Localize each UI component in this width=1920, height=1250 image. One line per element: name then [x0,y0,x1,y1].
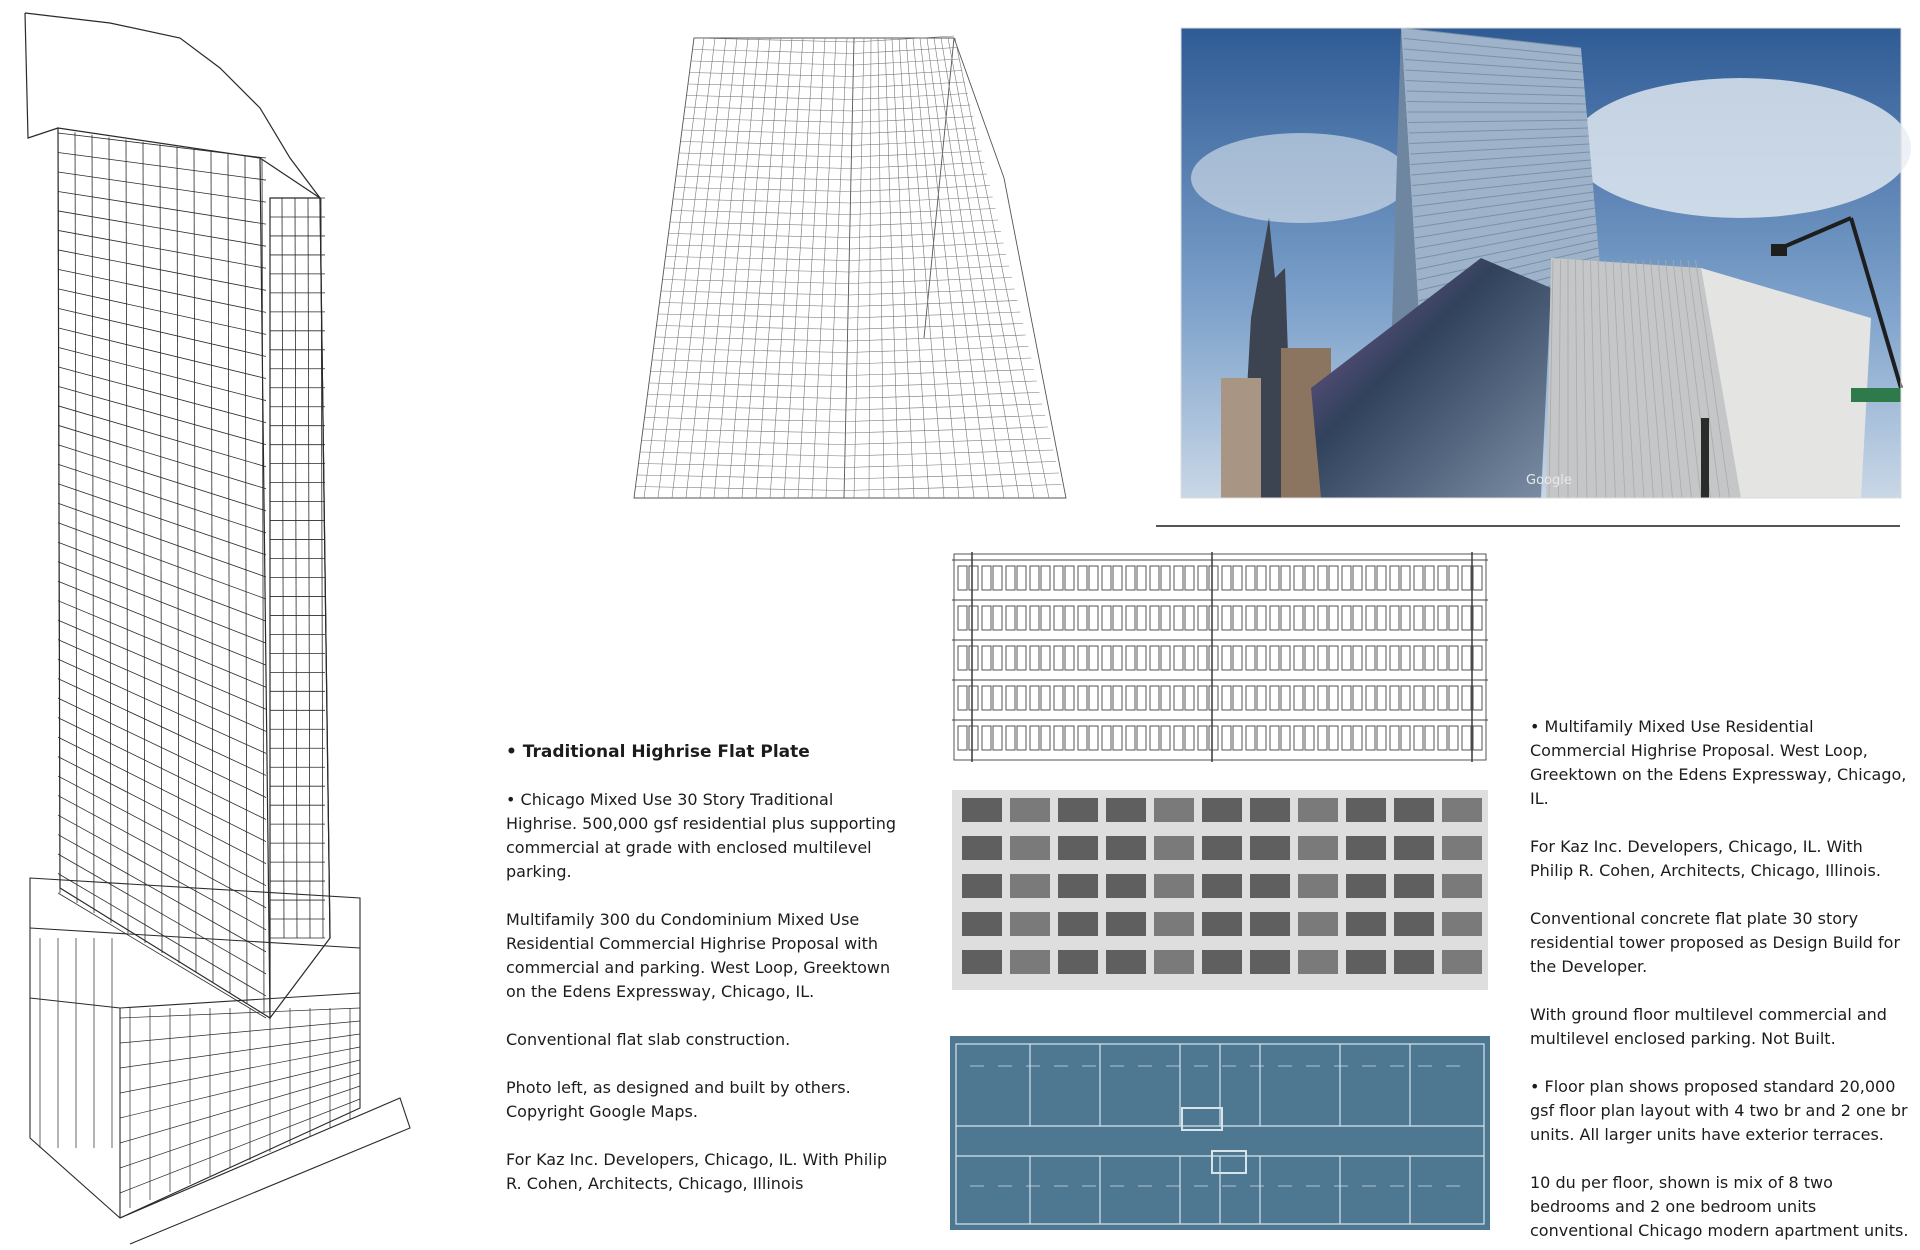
right-paragraph-5: • Floor plan shows proposed standard 20,000 gsf floor plan layout with 4 two br and 2 one br units. All larger units have exterior terraces. [1530,1077,1908,1144]
facade-elevation-line-drawing [952,552,1488,762]
section-heading: • Traditional Highrise Flat Plate [506,742,810,762]
left-paragraph-2: Multifamily 300 du Condominium Mixed Use Residential Commercial Highrise Proposal with commercial and parking. West Loop, Greektown on the Edens Expressway, Chicago, IL. [506,910,891,1001]
facade-elevation-shaded [952,790,1488,990]
google-watermark: Google [1526,473,1572,488]
right-paragraph-1: • Multifamily Mixed Use Residential Commercial Highrise Proposal. West Loop, Greektown on the Edens Expressway, Chicago, IL. [1530,717,1907,808]
site-photo [1181,28,1901,498]
left-paragraph-5: For Kaz Inc. Developers, Chicago, IL. With Philip R. Cohen, Architects, Chicago, Illinois [506,1150,888,1193]
tower-perspective-render [624,38,1066,498]
tower-isometric-drawing [20,8,410,1244]
left-paragraph-4: Photo left, as designed and built by others. Copyright Google Maps. [506,1078,851,1121]
right-paragraph-4: With ground floor multilevel commercial and multilevel enclosed parking. Not Built. [1530,1005,1887,1048]
right-paragraph-6: 10 du per floor, shown is mix of 8 two bedrooms and 2 one bedroom units conventional Chicago modern apartment units. [1530,1173,1909,1240]
floor-plan-blueprint [950,1036,1490,1230]
right-paragraph-3: Conventional concrete flat plate 30 story residential tower proposed as Design Build for the Developer. [1530,909,1901,976]
right-text-column [1530,715,1910,1243]
right-paragraph-2: For Kaz Inc. Developers, Chicago, IL. With Philip R. Cohen, Architects, Chicago, Illinois. [1530,837,1881,880]
left-paragraph-3: Conventional flat slab construction. [506,1030,791,1049]
left-text-column [506,740,906,1220]
divider-line [1156,525,1900,527]
left-paragraph-1: • Chicago Mixed Use 30 Story Traditional Highrise. 500,000 gsf residential plus supporting commercial at grade with enclosed multilevel parking. [506,790,896,881]
